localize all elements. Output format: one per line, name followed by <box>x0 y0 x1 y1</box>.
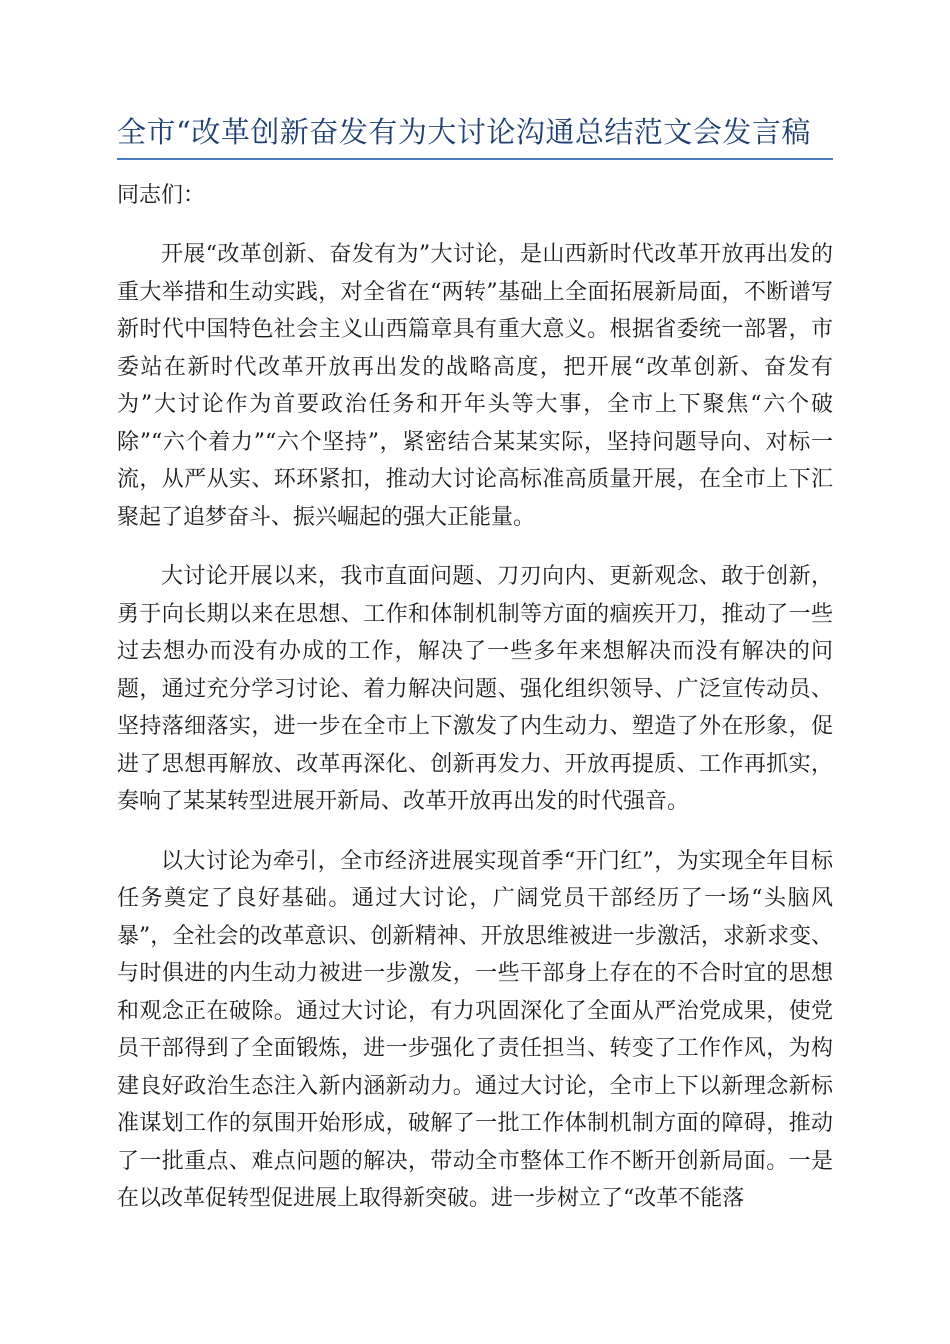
paragraph-3: 以大讨论为牵引，全市经济进展实现首季“开门红”，为实现全年目标任务奠定了良好基础。通过大讨论，广阔党员干部经历了一场“头脑风暴”，全社会的改革意识、创新精神、开放思维被进一步激活，求新求变、与时俱进的内生动力被进一步激发，一些干部身上存在的不合时宜的思想和观念正在破除。通过大讨论，有力巩固深化了全面从严治党成果，使党员干部得到了全面锻炼，进一步强化了责任担当、转变了工作作风，为构建良好政治生态注入新内涵新动力。通过大讨论，全市上下以新理念新标准谋划工作的氛围开始形成，破解了一批工作体制机制方面的障碍，推动了一批重点、难点问题的解决，带动全市整体工作不断开创新局面。一是在以改革促转型促进展上取得新突破。进一步树立了“改革不能落 <box>117 848 833 1211</box>
paragraph-1: 开展“改革创新、奋发有为”大讨论，是山西新时代改革开放再出发的重大举措和生动实践，对全省在“两转”基础上全面拓展新局面，不断谱写新时代中国特色社会主义山西篇章具有重大意义。根据省委统一部署，市委站在新时代改革开放再出发的战略高度，把开展“改革创新、奋发有为”大讨论作为首要政治任务和开年头等大事，全市上下聚焦“六个破除”“六个着力”“六个坚持”，紧密结合某某实际，坚持问题导向、对标一流，从严从实、环环紧扣，推动大讨论高标准高质量开展，在全市上下汇聚起了追梦奋斗、振兴崛起的强大正能量。 <box>117 242 833 530</box>
paragraph-2: 大讨论开展以来，我市直面问题、刀刃向内、更新观念、敢于创新，勇于向长期以来在思想、工作和体制机制等方面的痼疾开刀，推动了一些过去想办而没有办成的工作，解决了一些多年来想解决而没有解决的问题，通过充分学习讨论、着力解决问题、强化组织领导、广泛宣传动员、坚持落细落实，进一步在全市上下激发了内生动力、塑造了外在形象，促进了思想再解放、改革再深化、创新再发力、开放再提质、工作再抓实，奏响了某某转型进展开新局、改革开放再出发的时代强音。 <box>117 564 833 814</box>
salutation: 同志们： <box>117 183 206 208</box>
document-page <box>117 112 833 1218</box>
document-title: 全市“改革创新奋发有为大讨论沟通总结范文会发言稿 <box>117 112 833 160</box>
